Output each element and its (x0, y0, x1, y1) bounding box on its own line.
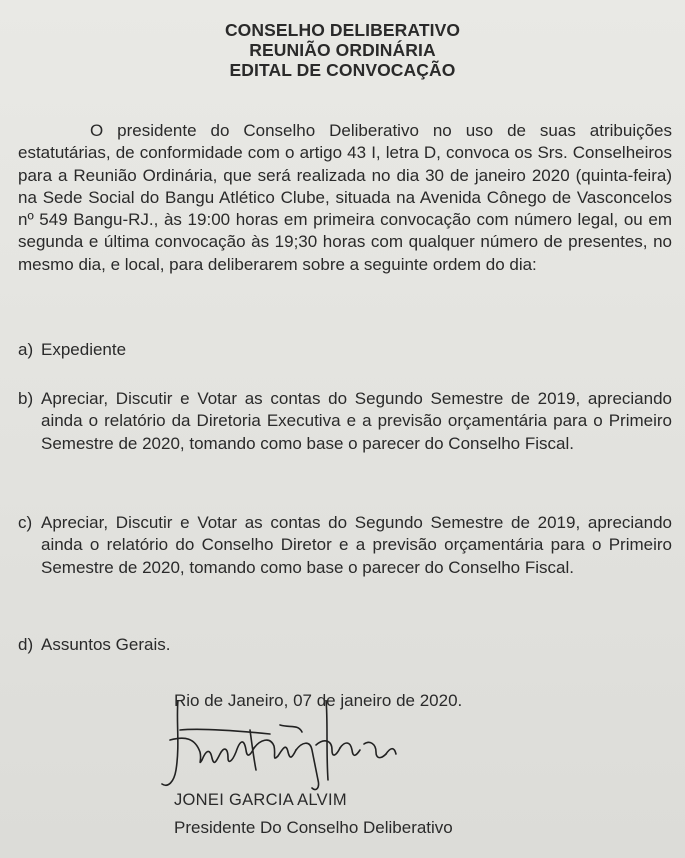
header-line-3: EDITAL DE CONVOCAÇÃO (229, 60, 456, 80)
agenda-item-text: Expediente (41, 340, 127, 359)
agenda-item-marker: d) (18, 635, 34, 654)
agenda-item-text: Apreciar, Discutir e Votar as contas do Segundo Semestre de 2019, apreciando ainda o relatório da Diretoria Executiva e a previsão orçamentária para o Primeiro Semestre de 2020, tomando como base o parecer do Conselho Fiscal. (41, 389, 672, 453)
agenda-item-text: Assuntos Gerais. (41, 635, 171, 654)
agenda-item-c (18, 512, 672, 579)
agenda-item-b (18, 388, 672, 455)
agenda-item-d (18, 634, 672, 656)
header-line-2: REUNIÃO ORDINÁRIA (249, 40, 436, 60)
agenda-item-text: Apreciar, Discutir e Votar as contas do Segundo Semestre de 2019, apreciando ainda o relatório do Conselho Diretor e a previsão orçamentária para o Primeiro Semestre de 2020, tomando como base o parecer do Conselho Fiscal. (41, 513, 672, 577)
agenda-item-a (18, 339, 672, 361)
signer-role: Presidente Do Conselho Deliberativo (174, 818, 453, 837)
header-line-1: CONSELHO DELIBERATIVO (224, 20, 461, 40)
intro-paragraph: O presidente do Conselho Deliberativo no uso de suas atribuições estatutárias, de conformidade com o artigo 43 I, letra D, convoca os Srs. Conselheiros para a Reunião Ordinária, que será realizada no dia 30 de janeiro 2020 (quinta-feira) na Sede Social do Bangu Atlético Clube, situada na Avenida Cônego de Vasconcelos nº 549 Bangu-RJ., às 19:00 horas em primeira convocação com número legal, ou em segunda e última convocação às 19;30 horas com qualquer número de presentes, no mesmo dia, e local, para deliberarem sobre a seguinte ordem do dia: (18, 121, 672, 274)
place-date: Rio de Janeiro, 07 de janeiro de 2020. (174, 691, 463, 710)
agenda-item-marker: c) (18, 513, 33, 532)
handwritten-signature (140, 700, 440, 800)
agenda-item-marker: b) (18, 389, 34, 408)
agenda-item-marker: a) (18, 340, 34, 359)
signer-name: JONEI GARCIA ALVIM (174, 791, 347, 809)
document-header (0, 20, 685, 80)
